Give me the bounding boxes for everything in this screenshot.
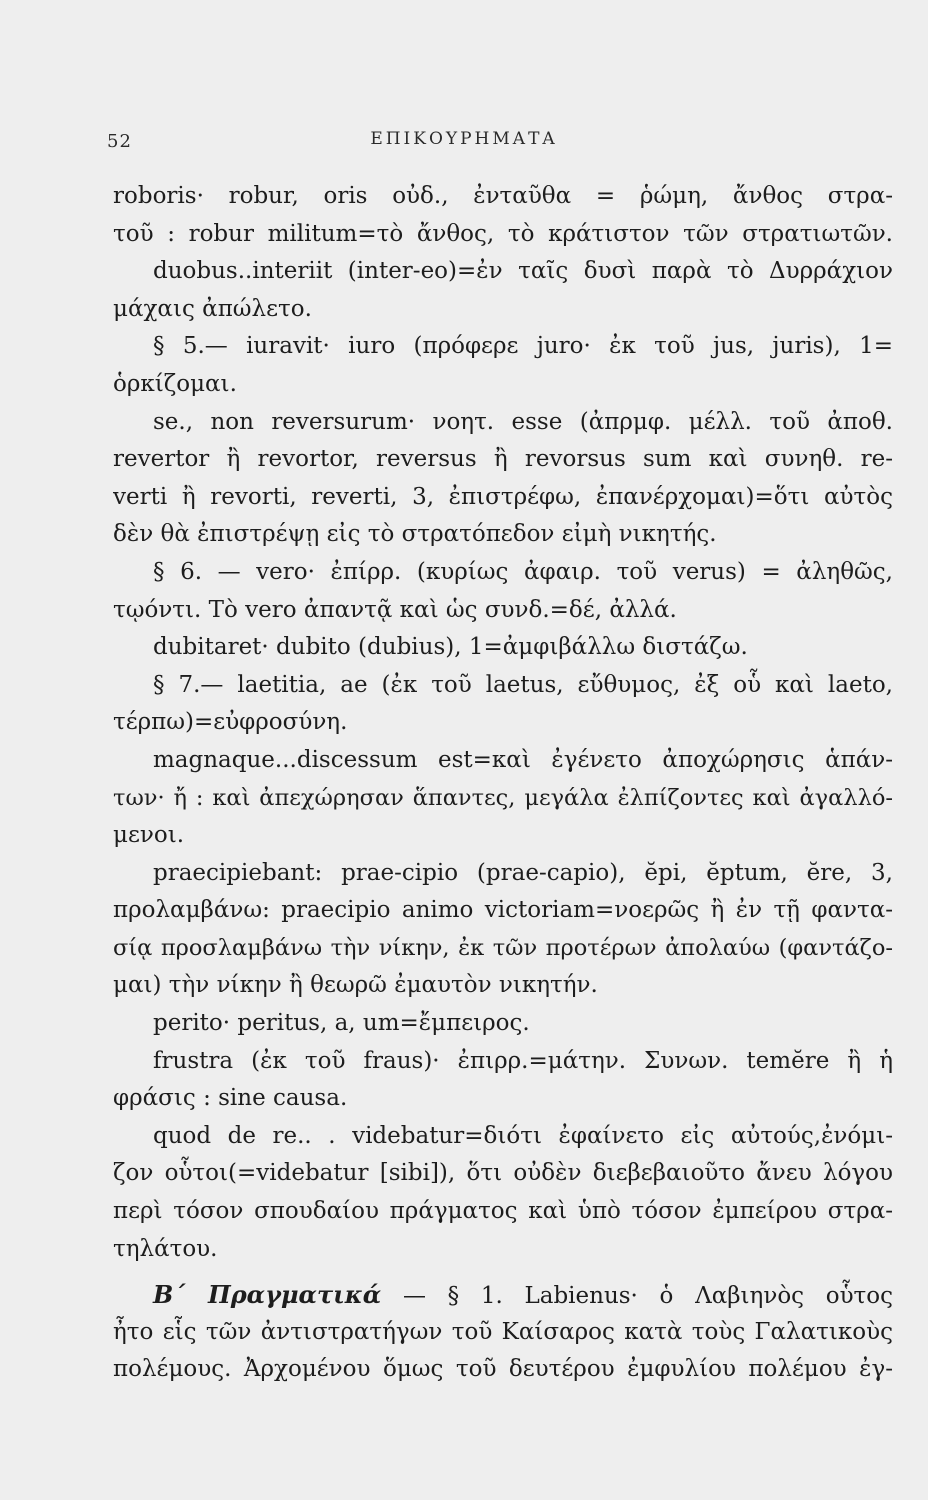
text-line: frustra (ἐκ τοῦ fraus)· ἐπιρρ.=μάτην. Συνων. temĕre ἢ ἡ	[153, 1047, 893, 1074]
text-line: § 7.— laetitia, ae (ἐκ τοῦ laetus, εὔθυμος, ἐξ οὗ καὶ laeto,	[153, 671, 893, 698]
text-line: verti ἢ revorti, reverti, 3, ἐπιστρέφω, ἐπανέρχομαι)=ὅτι αὐτὸς	[113, 483, 893, 510]
text-line: των· ἤ : καὶ ἀπεχώρησαν ἅπαντες, μεγάλα ἐλπίζοντες καὶ ἀγαλλό-	[113, 784, 893, 811]
text-line: se., non reversurum· νοητ. esse (ἀπρμφ. μέλλ. τοῦ ἀποθ.	[153, 408, 893, 435]
text-line: πολέμους. Ἀρχομένου ὅμως τοῦ δευτέρου ἐμφυλίου πολέμου ἐγ-	[113, 1356, 893, 1383]
text-line: roboris· robur, oris οὐδ., ἐνταῦθα = ῥώμη, ἄνθος στρα-	[113, 183, 893, 209]
page-number: 52	[107, 131, 132, 152]
text-line: τοῦ : robur militum=τὸ ἄνθος, τὸ κράτιστον τῶν στρατιωτῶν.	[113, 220, 893, 247]
section-b-first-line	[113, 1276, 893, 1314]
section-b-line-rest: — § 1. Labienus· ὁ Λαβιηνὸς οὗτος	[402, 1283, 893, 1310]
text-line: ζον οὗτοι(=videbatur [sibi]), ὅτι οὐδὲν διεβεβαιοῦτο ἄνευ λόγου	[113, 1160, 893, 1187]
text-line: duobus..interiit (inter-eo)=ἐν ταῖς δυσὶ παρὰ τὸ Δυρράχιον	[153, 258, 893, 285]
text-line: τηλάτου.	[113, 1235, 218, 1262]
text-line: dubitaret· dubito (dubius), 1=ἀμφιβάλλω διστάζω.	[153, 634, 748, 661]
text-line: § 5.— iuravit· iuro (πρόφερε juro· ἐκ τοῦ jus, juris), 1=	[153, 333, 893, 360]
section-heading: Β΄ Πραγματικά	[153, 1280, 382, 1310]
text-line: revertor ἢ revortor, reversus ἢ revorsus sum καὶ συνηθ. re-	[113, 446, 893, 473]
text-line: φράσις : sine causa.	[113, 1085, 348, 1112]
text-line: μάχαις ἀπώλετο.	[113, 295, 312, 322]
text-line: perito· peritus, a, um=ἔμπειρος.	[153, 1010, 530, 1037]
text-line: μαι) τὴν νίκην ἢ θεωρῶ ἐμαυτὸν νικητήν.	[113, 972, 598, 999]
text-line: περὶ τόσον σπουδαίου πράγματος καὶ ὑπὸ τόσον ἐμπείρου στρα-	[113, 1198, 893, 1225]
text-line: magnaque...discessum est=καὶ ἐγένετο ἀποχώρησις ἁπάν-	[153, 746, 893, 773]
text-line: ὁρκίζομαι.	[113, 370, 237, 397]
text-line: προλαμβάνω: praecipio animo victoriam=νοερῶς ἢ ἐν τῇ φαντα-	[113, 897, 893, 924]
text-line: τέρπω)=εὐφροσύνη.	[113, 709, 348, 736]
text-line: δὲν θὰ ἐπιστρέψῃ εἰς τὸ στρατόπεδον εἰμὴ νικητής.	[113, 521, 717, 548]
body-text	[113, 178, 893, 1389]
text-line: § 6. — vero· ἐπίρρ. (κυρίως ἀφαιρ. τοῦ verus) = ἀληθῶς,	[153, 558, 893, 585]
text-line: τῳόντι. Τὸ vero ἀπαντᾷ καὶ ὡς συνδ.=δέ, ἀλλά.	[113, 596, 677, 623]
text-line: σίᾳ προσλαμβάνω τὴν νίκην, ἐκ τῶν προτέρων ἀπολαύω (φαντάζο-	[113, 934, 893, 961]
text-line: ἦτο εἷς τῶν ἀντιστρατήγων τοῦ Καίσαρος κατὰ τοὺς Γαλατικοὺς	[113, 1318, 893, 1345]
text-line: μενοι.	[113, 822, 185, 849]
running-header: ΕΠΙΚΟΥΡΗΜΑΤΑ	[370, 129, 558, 149]
text-line: praecipiebant: prae-cipio (prae-capio), ĕpi, ĕptum, ĕre, 3,	[153, 859, 893, 886]
text-line: quod de re.. . videbatur=διότι ἐφαίνετο εἰς αὐτούς,ἐνόμι-	[153, 1122, 893, 1149]
